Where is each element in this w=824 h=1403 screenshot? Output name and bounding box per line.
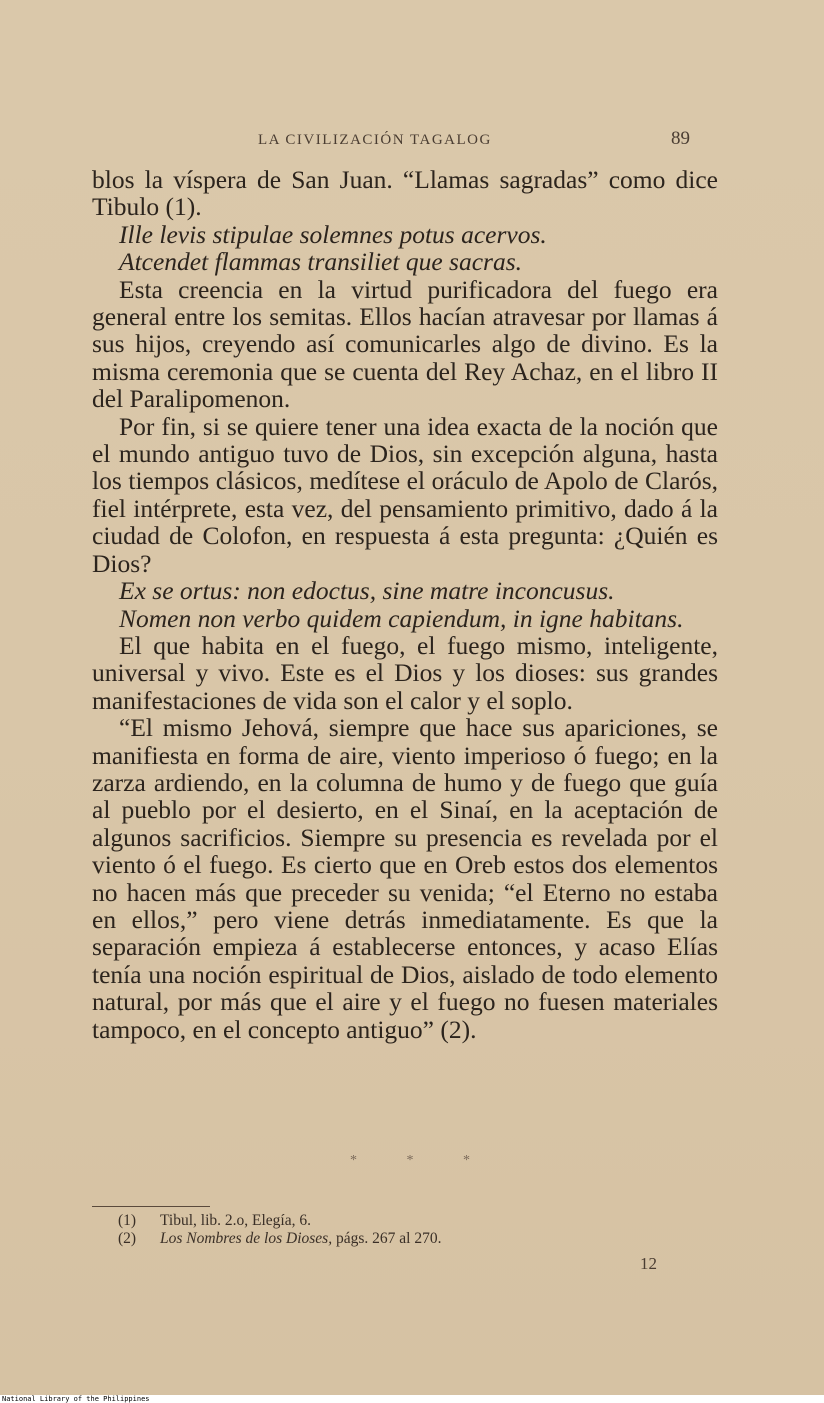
paragraph-3: Esta creencia en la virtud purificadora del fuego era general entre los semitas. Ellos hacían atravesar por llamas á sus hijos, creyendo así comunicarles algo de divino. Es la misma ceremonia que se cuenta del Rey Achaz, en el libro II del Paralipomenon. <box>92 274 718 414</box>
footnote-text: Tibul, lib. 2.o, Elegía, 6. <box>160 1212 311 1229</box>
paragraph-4: Por fin, si se quiere tener una idea exacta de la noción que el mundo antiguo tuvo de Dios, sin excepción alguna, hasta los tiempos clásicos, medítese el oráculo de Apolo de Clarós, fiel intérprete, esta vez, del pensamiento primitivo, dado á la ciudad de Colofon, en respuesta á esta pregunta: ¿Quién es Dios? <box>92 411 718 578</box>
latin-verse-6: Nomen non verbo quidem capiendum, in igne habitans. <box>119 603 684 633</box>
footnote-title: Los Nombres de los Dioses, <box>160 1230 333 1247</box>
library-credit: National Library of the Philippines <box>2 1395 150 1403</box>
paragraph-8: “El mismo Jehová, siempre que hace sus apariciones, se manifiesta en forma de aire, viento imperioso ó fuego; en la zarza ardiendo, en la columna de humo y de fuego que guía al pueblo por el desierto, en el Sinaí, en la aceptación de algunos sacrificios. Siempre su presencia es revelada por el viento ó el fuego. Es cierto que en Oreb estos dos elementos no hacen más que preceder su venida; “el Eterno no estaba en ellos,” pero viene detrás inmediatamente. Es que la separación empieza á establecerse entonces, y acaso Elías tenía una noción espiritual de Dios, aislado de todo elemento natural, por más que el aire y el fuego no fuesen materiales tampoco, en el concepto antiguo” (2). <box>92 713 718 1044</box>
footnote-2 <box>118 1230 441 1248</box>
footnote-number: (2) <box>118 1230 137 1247</box>
asterisk: * <box>350 1153 357 1168</box>
signature-mark: 12 <box>640 1254 657 1273</box>
footnotes <box>118 1212 441 1248</box>
body-text <box>92 166 718 1043</box>
footnote-pages: págs. 267 al 270. <box>332 1230 442 1247</box>
footnote-rule <box>92 1206 210 1207</box>
section-break <box>350 1153 470 1169</box>
latin-verse-5: Ex se ortus: non edoctus, sine matre inconcusus. <box>119 576 615 606</box>
paragraph-0: blos la víspera de San Juan. “Llamas sagradas” como dice Tibulo (1). <box>92 165 718 222</box>
footnote-1 <box>118 1212 441 1230</box>
latin-verse-2: Atcendet flammas transiliet que sacras. <box>119 247 522 277</box>
paragraph-7: El que habita en el fuego, el fuego mismo, inteligente, universal y vivo. Este es el Dios y los dioses: sus grandes manifestaciones de vida son el calor y el soplo. <box>92 630 718 715</box>
asterisk: * <box>463 1153 470 1168</box>
asterisk: * <box>406 1153 414 1168</box>
latin-verse-1: Ille levis stipulae solemnes potus acervos. <box>119 219 547 249</box>
footnote-number: (1) <box>118 1212 137 1229</box>
running-header: LA CIVILIZACIÓN TAGALOG <box>258 132 492 148</box>
page-number: 89 <box>671 128 690 149</box>
